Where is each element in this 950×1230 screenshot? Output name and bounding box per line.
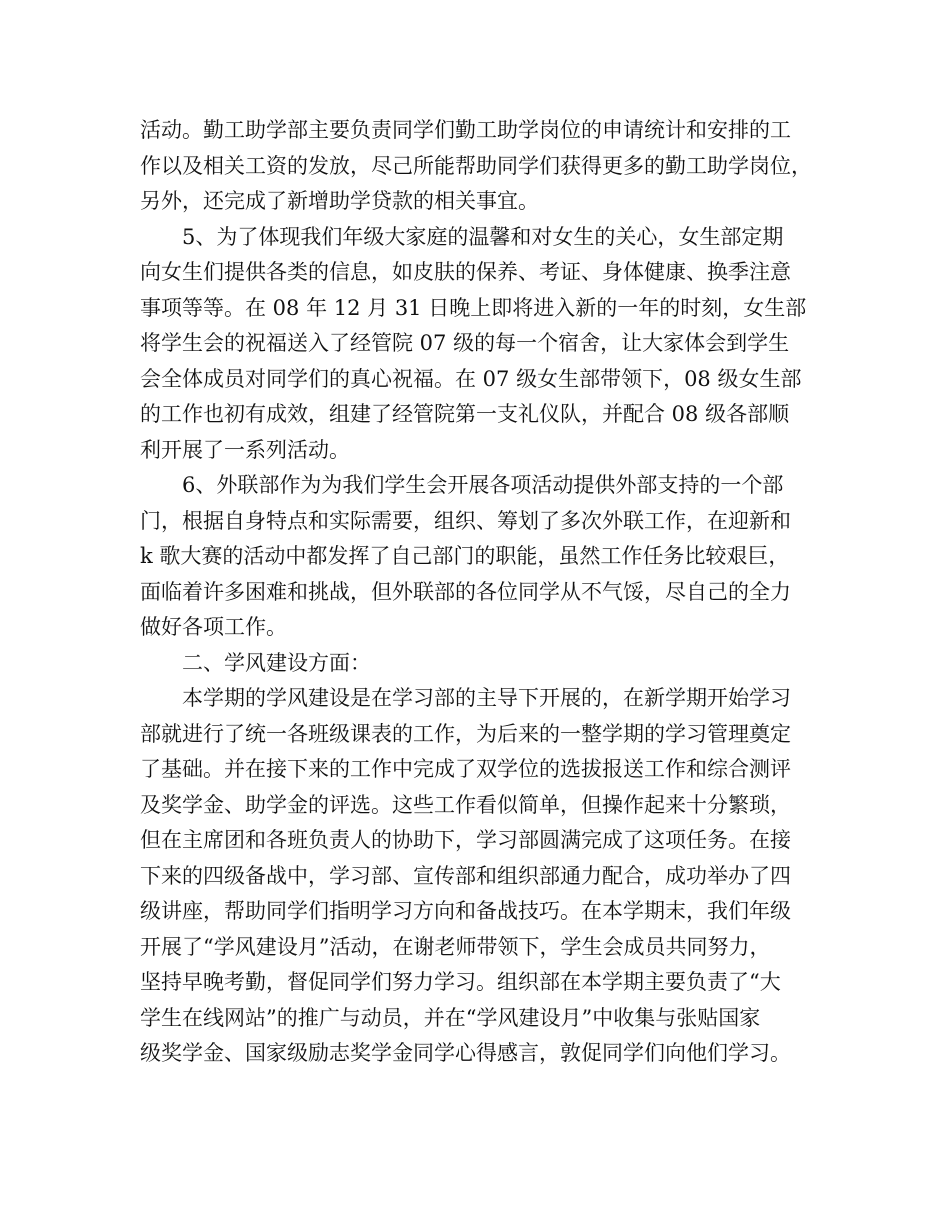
text-line: 学生在线网站”的推广与动员，并在“学风建设月”中收集与张贴国家	[140, 1005, 761, 1030]
text-line: 6、外联部作为为我们学生会开展各项活动提供外部支持的一个部	[182, 473, 784, 497]
text-line: 下来的四级备战中，学习部、宣传部和组织部通力配合，成功举办了四	[140, 863, 791, 888]
text-line: 面临着许多困难和挑战，但外联部的各位同学从不气馁，尽自己的全力	[140, 579, 791, 604]
text-line: 将学生会的祝福送入了经管院 07 级的每一个宿舍，让大家体会到学生	[140, 331, 790, 355]
text-line: 及奖学金、助学金的评选。这些工作看似简单，但操作起来十分繁琐，	[140, 792, 791, 817]
text-line: 活动。勤工助学部主要负责同学们勤工助学岗位的申请统计和安排的工	[140, 118, 791, 142]
text-line: 本学期的学风建设是在学习部的主导下开展的，在新学期开始学习	[182, 686, 791, 710]
document-body	[140, 113, 812, 1072]
text-line: k 歌大赛的活动中都发挥了自己部门的职能，虽然工作任务比较艰巨，	[140, 544, 790, 568]
text-line: 坚持早晚考勤，督促同学们努力学习。组织部在本学期主要负责了“大	[140, 970, 781, 994]
text-line: 利开展了一系列活动。	[140, 437, 350, 462]
text-line: 级奖学金、国家级励志奖学金同学心得感言，敦促同学们向他们学习。	[140, 1041, 791, 1065]
text-line: 向女生们提供各类的信息，如皮肤的保养、考证、身体健康、换季注意	[140, 260, 791, 284]
text-line: 但在主席团和各班负责人的协助下，学习部圆满完成了这项任务。在接	[140, 828, 791, 852]
text-line: 会全体成员对同学们的真心祝福。在 07 级女生部带领下，08 级女生部	[140, 366, 802, 391]
text-line: 做好各项工作。	[140, 615, 287, 639]
text-line: 作以及相关工资的发放，尽己所能帮助同学们获得更多的勤工助学岗位，	[140, 153, 812, 178]
text-line: 5、为了体现我们年级大家庭的温馨和对女生的关心，女生部定期	[182, 224, 784, 249]
text-line: 部就进行了统一各班级课表的工作，为后来的一整学期的学习管理奠定	[140, 721, 791, 746]
text-line: 另外，还完成了新增助学贷款的相关事宜。	[140, 189, 539, 213]
text-line: 门，根据自身特点和实际需要，组织、筹划了多次外联工作，在迎新和	[140, 508, 791, 533]
text-line: 二、学风建设方面：	[182, 650, 371, 675]
text-line: 的工作也初有成效，组建了经管院第一支礼仪队，并配合 08 级各部顺	[140, 402, 790, 426]
text-line: 了基础。并在接下来的工作中完成了双学位的选拔报送工作和综合测评	[140, 757, 791, 781]
text-line: 开展了“学风建设月”活动，在谢老师带领下，学生会成员共同努力，	[140, 934, 771, 959]
text-line: 事项等等。在 08 年 12 月 31 日晚上即将进入新的一年的时刻，女生部	[140, 295, 807, 320]
text-line: 级讲座，帮助同学们指明学习方向和备战技巧。在本学期末，我们年级	[140, 899, 791, 923]
